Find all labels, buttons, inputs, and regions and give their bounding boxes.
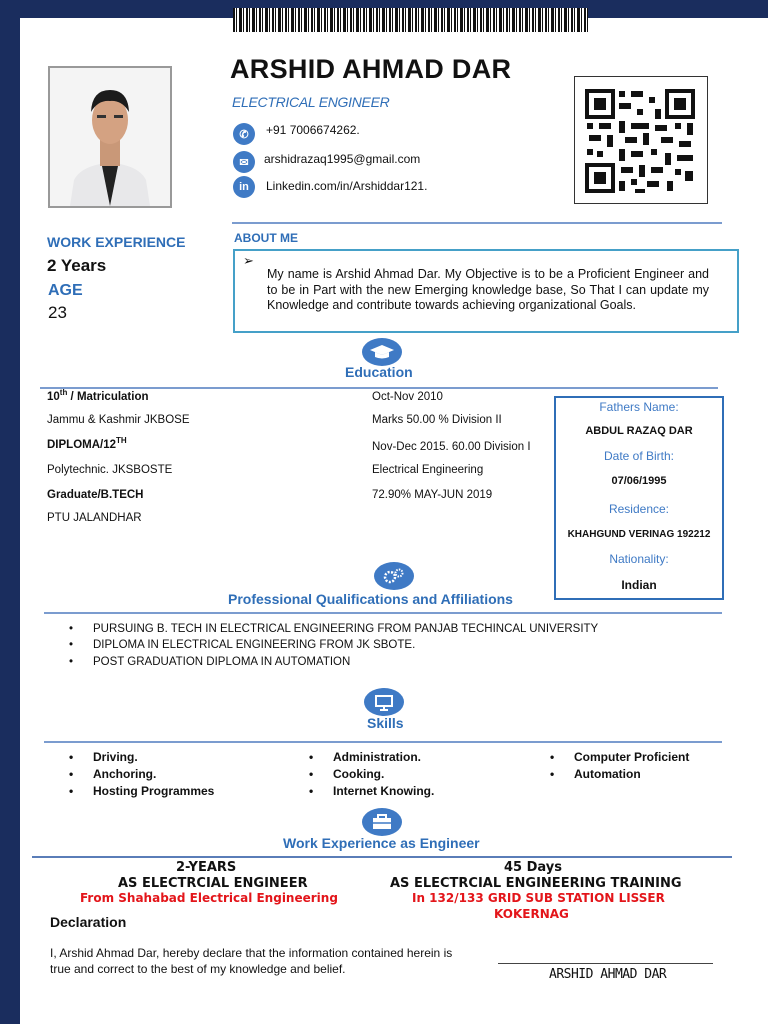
education-title: Education: [345, 364, 413, 380]
work-right-org-line2: KOKERNAG: [494, 907, 569, 921]
edu-row-3-left: DIPLOMA/12TH: [47, 436, 127, 451]
about-title: ABOUT ME: [234, 231, 298, 245]
skill-item: • Driving.: [93, 750, 138, 764]
edu-row-2-right: Marks 50.00 % Division II: [372, 414, 502, 426]
declaration-title: Declaration: [50, 914, 127, 930]
linkedin-glyph: in: [239, 181, 249, 193]
nationality-label: Nationality:: [609, 552, 669, 566]
edu-row-5-right: 72.90% MAY-JUN 2019: [372, 489, 493, 501]
skill-item: • Cooking.: [333, 767, 384, 781]
skill-item: • Administration.: [333, 750, 421, 764]
header-divider: [232, 222, 722, 224]
linkedin-icon: [233, 176, 255, 198]
age-label: AGE: [48, 282, 83, 299]
work-left-role: AS ELECTRCIAL ENGINEER: [118, 876, 308, 891]
declaration-text: I, Arshid Ahmad Dar, hereby declare that the information contained herein is true and correct to the best of my knowledge and belief.: [50, 946, 453, 976]
linkedin-url[interactable]: Linkedin.com/in/Arshiddar121.: [266, 179, 428, 193]
presentation-board-icon: [364, 688, 404, 716]
work-right-duration: 45 Days: [504, 860, 562, 875]
phone-number: +91 7006674262.: [266, 123, 360, 137]
candidate-role: ELECTRICAL ENGINEER: [232, 94, 390, 110]
work-right-org-line1: In 132/133 GRID SUB STATION LISSER: [412, 891, 665, 905]
edu-row-5-left: Graduate/B.TECH: [47, 489, 144, 501]
work-experience-value: 2 Years: [47, 256, 107, 275]
phone-icon: ✆: [233, 123, 255, 145]
person-silhouette-icon: [50, 68, 170, 206]
qualifications-title: Professional Qualifications and Affiliations: [228, 591, 513, 607]
age-value: 23: [48, 303, 67, 322]
arrow-bullet-icon: ➢: [243, 253, 254, 268]
dob-label: Date of Birth:: [603, 449, 675, 463]
skill-item: • Automation: [574, 767, 641, 781]
edu-row-6-left: PTU JALANDHAR: [47, 512, 142, 524]
graduation-cap-icon: [362, 338, 402, 366]
gears-icon: [374, 562, 414, 590]
fathers-name-value: ABDUL RAZAQ DAR: [585, 425, 693, 437]
about-box: [233, 249, 739, 333]
edu-row-4-left: Polytechnic. JKSBOSTE: [47, 464, 173, 476]
edu-row-1-right: Oct-Nov 2010: [372, 391, 443, 403]
work-experience-title: Work Experience as Engineer: [283, 835, 480, 851]
edu-row-3-right: Nov-Dec 2015. 60.00 Division I: [372, 441, 531, 453]
nationality-value: Indian: [621, 578, 657, 592]
skills-divider: [44, 741, 722, 743]
qualification-item: • POST GRADUATION DIPLOMA IN AUTOMATION: [93, 656, 350, 668]
edu-row-1-left: 10th / Matriculation: [47, 388, 149, 403]
toolbox-icon: [362, 808, 402, 836]
personal-info-box: [554, 396, 724, 600]
work-left-org: From Shahabad Electrical Engineering: [80, 891, 338, 905]
residence-value: KHAHGUND VERINAG 192212: [567, 529, 711, 540]
skills-title: Skills: [367, 715, 404, 731]
email-address: arshidrazaq1995@gmail.com: [264, 152, 421, 166]
work-divider: [32, 856, 732, 858]
signature-line: [498, 963, 713, 964]
qr-code: [574, 76, 708, 204]
edu-row-4-right: Electrical Engineering: [372, 464, 484, 476]
qr-code-icon: [575, 77, 707, 203]
barcode: [233, 8, 588, 32]
about-text: My name is Arshid Ahmad Dar. My Objective is to be a Proficient Engineer and to be in Part with the new Emerging knowledge base, So That I can update my Knowledge and contribute towards achieving organizational Goals.: [267, 267, 709, 312]
fathers-name-label: Fathers Name:: [599, 400, 679, 414]
skill-item: • Internet Knowing.: [333, 784, 434, 798]
qualification-item: • DIPLOMA IN ELECTRICAL ENGINEERING FROM JK SBOTE.: [93, 639, 415, 651]
dob-value: 07/06/1995: [611, 475, 667, 487]
work-left-duration: 2-YEARS: [176, 860, 237, 875]
residence-label: Residence:: [608, 502, 670, 516]
skill-item: • Hosting Programmes: [93, 784, 214, 798]
candidate-name: ARSHID AHMAD DAR: [230, 54, 512, 84]
work-experience-label: WORK EXPERIENCE: [47, 234, 186, 250]
edu-row-2-left: Jammu & Kashmir JKBOSE: [47, 414, 190, 426]
skill-item: • Anchoring.: [93, 767, 156, 781]
skill-item: • Computer Proficient: [574, 750, 689, 764]
signature-name: ARSHID AHMAD DAR: [549, 967, 667, 982]
qualification-item: • PURSUING B. TECH IN ELECTRICAL ENGINEERING FROM PANJAB TECHINCAL UNIVERSITY: [93, 623, 598, 635]
work-right-role: AS ELECTRCIAL ENGINEERING TRAINING: [390, 876, 682, 891]
qualifications-divider: [44, 612, 722, 614]
mail-icon: ✉: [233, 151, 255, 173]
profile-photo: [48, 66, 172, 208]
